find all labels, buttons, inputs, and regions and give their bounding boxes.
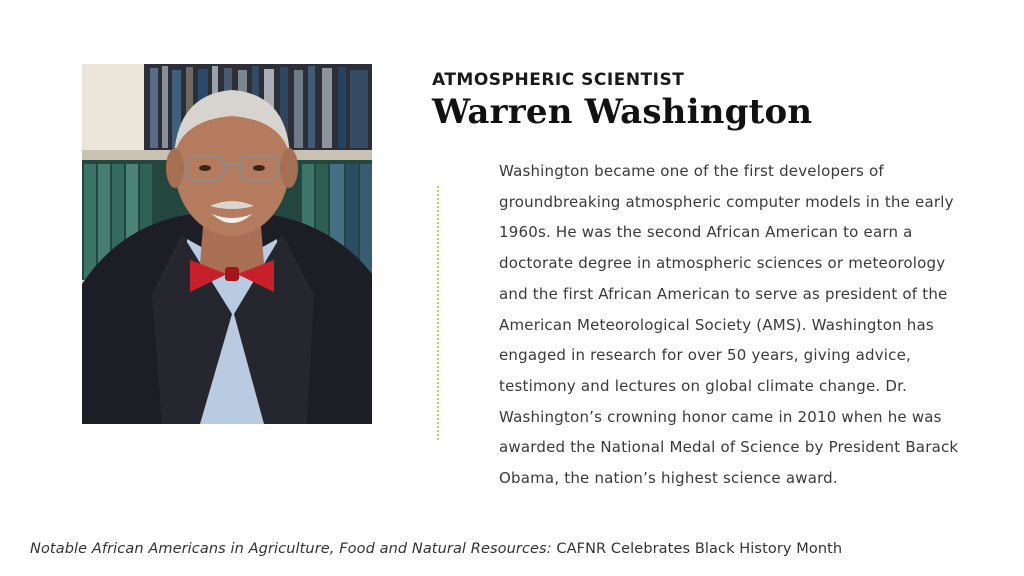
footer-event: CAFNR Celebrates Black History Month <box>556 541 843 557</box>
footer-series: Notable African Americans in Agriculture, Food and Natural Resources: <box>30 541 552 557</box>
footer-caption <box>30 541 1000 557</box>
person-name: Warren Washington <box>432 92 813 132</box>
title-kicker: ATMOSPHERIC SCIENTIST <box>432 70 685 90</box>
biography-text: Washington became one of the first developers of groundbreaking atmospheric computer models in the early 1960s. He was the second African American to earn a doctorate degree in atmospheric sciences or meteorology and the first African American to serve as president of the American Meteorological Society (AMS). Washington has engaged in research for over 50 years, giving advice, testimony and lectures on global climate change. Dr. Washington’s crowning honor came in 2010 when he was awarded the National Medal of Science by President Barack Obama, the nation’s highest science award. <box>499 162 959 488</box>
dotted-divider <box>437 186 439 440</box>
portrait-photo <box>82 64 372 424</box>
